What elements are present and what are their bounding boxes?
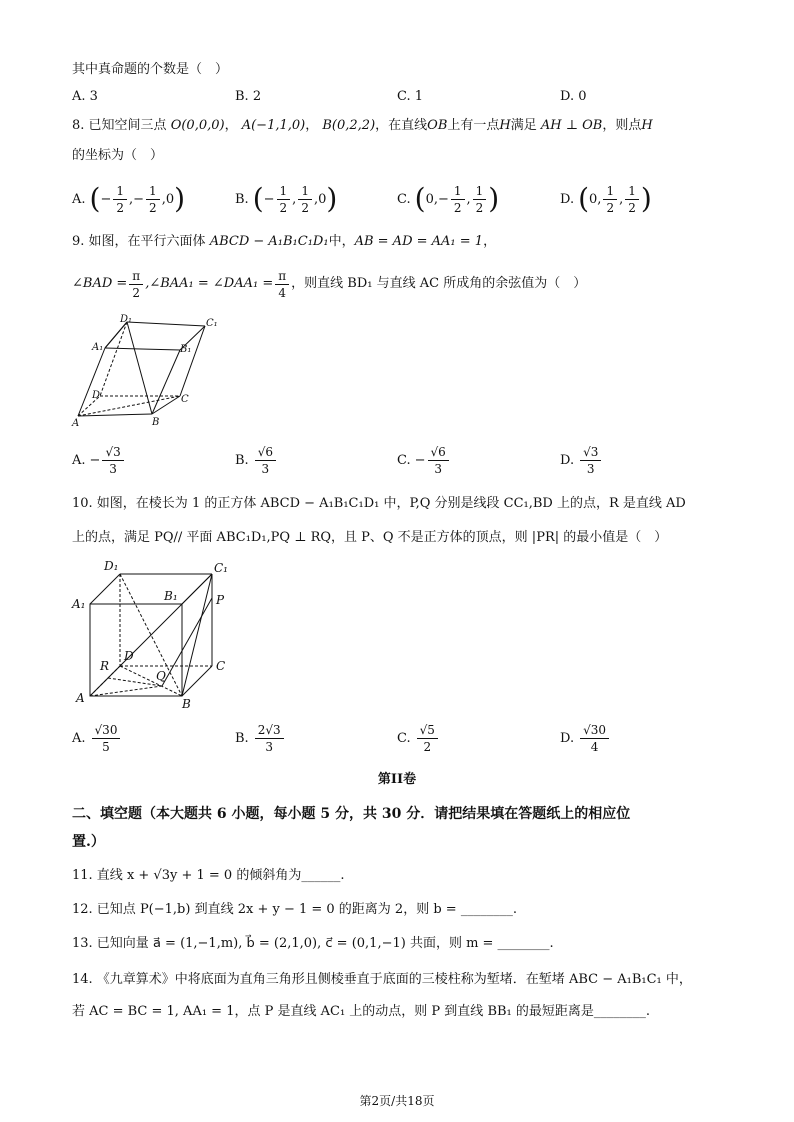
q8-c-p0: 0,− [425,191,449,207]
q8-point-a: A(−1,1,0) [241,118,306,133]
q9-parallelepiped-figure [70,312,230,432]
q8-line1: 8. 已知空间三点 O(0,0,0)， A(−1,1,0)， B(0,2,2)，在直线OB上有一点H满足 AH ⊥ OB，则点H [72,118,653,133]
q9-b-label: B. [235,452,249,468]
q9-label-c: C [181,394,189,405]
q9-intro: 9. 如图，在平行六面体 [72,234,206,249]
q8-text2: 上有一点 [447,118,500,133]
q9-question: ，则直线 BD₁ 与直线 AC 所成角的余弦值为（ ） [291,276,587,291]
q9-d-den: 3 [586,461,595,476]
q10-line2: 上的点，满足 PQ// 平面 ABC₁D₁,PQ ⊥ RQ，且 P、Q 不是正方体的顶点，则 |PR| 的最小值是（ ） [72,530,668,545]
q9-a-frac [102,444,123,477]
q8-b-p6: ,0 [313,191,327,207]
q8-option-c-label: C. [397,191,411,207]
q9-a-sign: − [89,452,101,468]
q14-line2: 若 AC = BC = 1, AA₁ = 1，点 P 是直线 AC₁ 上的动点，则 P 到直线 BB₁ 的最短距离是________. [72,1004,651,1019]
q8-a-p6: ,0 [161,191,175,207]
q9-two: 2 [132,285,141,300]
q10-a-frac [92,722,121,755]
q10-label-d1: D₁ [104,559,119,573]
q8-a-n2: 1 [146,183,160,200]
q8-d-n1: 1 [603,183,617,200]
q9-d-num: √3 [580,444,601,461]
q8-option-a-label: A. [72,191,86,207]
q8-c-frac1 [451,183,465,216]
q8-option-d-label: D. [560,191,575,207]
q8-a-p0: − [100,191,112,207]
q8-b-n1: 1 [277,183,291,200]
q10-label-d: D [124,649,134,663]
part2-title: 第II卷 [377,772,417,787]
q8-option-a: A. ( − $\frac{1}{2}$ ,− $\frac{1}{2}$ ,0 ) [72,182,186,215]
q9-c-label: C. [397,452,411,468]
q10-label-p: P [216,593,225,607]
q10-label-b: B [182,697,191,711]
q8-text3: 满足 [510,118,537,133]
q14-line1: 14. 《九章算术》中将底面为直角三角形且侧棱垂直于底面的三棱柱称为堑堵．在堑堵 ABC − A₁B₁C₁ 中， [72,972,692,987]
page-footer: 第2页/共18页 [359,1094,435,1108]
q10-a-label: A. [72,730,86,746]
q9-text2: ， [483,234,497,249]
q7-option-b: B. 2 [235,88,262,104]
q9-label-d: D [92,390,101,401]
q8-b-d1: 2 [279,200,288,215]
q9-b-frac [255,444,276,477]
q12: 12. 已知点 P(−1,b) 到直线 2x + y − 1 = 0 的距离为 2，则 b = ________. [72,902,517,917]
q8-c-d1: 2 [453,200,462,215]
q10-option-c [397,716,440,760]
q7-option-a: A. 3 [72,88,98,104]
q10-cube-figure [70,556,240,712]
part2-heading-line1: 二、填空题（本大题共 6 小题，每小题 5 分，共 30 分．请把结果填在答题纸上的相应位 [72,806,631,822]
q8-b-frac1 [277,183,291,216]
q10-c-den: 2 [423,739,432,754]
q9-text: 中， [328,234,355,249]
q10-b-frac [255,722,284,755]
q9-label-a: A [72,418,80,429]
q9-frac-pi-2 [129,268,143,301]
q8-c-p3: , [466,191,471,207]
q8-text: ，在直线 [375,118,428,133]
q8-c-n2: 1 [473,183,487,200]
q9-solid: ABCD − A₁B₁C₁D₁ [209,234,329,249]
q8-d-frac2 [625,183,639,216]
q9-c-den: 3 [434,461,442,476]
q8-d-frac1 [603,183,617,216]
q8-line2: 的坐标为（ ） [72,148,164,163]
q8-point-h2: H [641,118,653,133]
q9-label-a1: A₁ [92,342,104,353]
q9-angle-bad: ∠BAD = [72,276,128,291]
q9-d-frac [580,444,601,477]
q10-a-den: 5 [102,739,110,754]
q9-option-a [72,438,126,482]
q8-d-n2: 1 [625,183,639,200]
q9-a-den: 3 [109,461,117,476]
q8-point-o: O(0,0,0) [170,118,225,133]
q9-label-d1: D₁ [120,314,133,325]
q13: 13. 已知向量 a⃗ = (1,−1,m), b⃗ = (2,1,0), c⃗ = (0,1,−1) 共面，则 m = ________. [72,936,554,951]
q8-c-n1: 1 [451,183,465,200]
q8-a-n1: 1 [113,183,127,200]
q7-option-d: D. 0 [560,88,587,104]
q9-option-d [560,438,603,482]
q9-line1 [72,232,496,252]
q10-label-a: A [76,691,85,705]
q10-c-frac [417,722,438,755]
q8-c-d2: 2 [475,200,484,215]
q8-point-b: B(0,2,2) [322,118,376,133]
q9-c-frac [428,444,449,477]
q10-line1: 10. 如图，在棱长为 1 的正方体 ABCD − A₁B₁C₁D₁ 中，P,Q 分别是线段 CC₁,BD 上的点，R 是直线 AD [72,496,686,511]
q7-stem: 其中真命题的个数是（ ） [72,62,229,77]
q7-option-c: C. 1 [397,88,424,104]
q9-label-b1: B₁ [180,344,192,355]
q10-d-den: 4 [590,739,599,754]
q9-four: 4 [278,285,287,300]
q9-pi2: π [275,268,289,285]
q9-label-c1: C₁ [206,318,218,329]
q9-a-label: A. [72,452,86,468]
q9-equation: AB = AD = AA₁ = 1 [354,234,484,249]
q9-c-num: √6 [428,444,449,461]
q8-option-b: B. ( − $\frac{1}{2}$ , $\frac{1}{2}$ ,0 ) [235,182,338,215]
q8-d-d1: 2 [606,200,615,215]
q10-d-label: D. [560,730,575,746]
q8-d-d2: 2 [628,200,636,215]
q10-b-label: B. [235,730,249,746]
q10-option-a [72,716,122,760]
q9-b-num: √6 [255,444,276,461]
q8-b-frac2 [298,183,312,216]
q8-line-ob: OB [427,118,448,133]
q9-label-b: B [152,417,160,428]
q8-a-d2: 2 [149,200,157,215]
q9-option-b [235,438,278,482]
q8-options [72,177,732,221]
q8-text4: ，则点 [602,118,642,133]
q10-label-c1: C₁ [214,561,228,575]
q10-label-b1: B₁ [164,589,178,603]
q8-a-frac2 [146,183,160,216]
q8-a-d1: 2 [116,200,125,215]
q9-frac-pi-4 [275,268,289,301]
q8-intro: 8. 已知空间三点 [72,118,167,133]
q10-d-num: √30 [580,722,609,739]
q8-a-p3: ,− [129,191,145,207]
q9-angle-baa1: ,∠BAA₁ = ∠DAA₁ = [145,276,274,291]
q9-pi: π [129,268,143,285]
q8-b-d2: 2 [301,200,309,215]
q10-c-label: C. [397,730,411,746]
q10-b-num: 2√3 [255,722,284,739]
q8-b-p0: − [263,191,275,207]
q9-options [72,438,732,482]
q9-c-sign: − [414,452,426,468]
q8-option-c: C. ( 0,− $\frac{1}{2}$ , $\frac{1}{2}$ ) [397,182,500,215]
q8-point-h: H [499,118,511,133]
q9-option-c [397,438,451,482]
q8-option-b-label: B. [235,191,249,207]
q10-c-num: √5 [417,722,438,739]
q8-b-n2: 1 [298,183,312,200]
q10-label-r: R [100,659,110,673]
q8-d-p3: , [619,191,624,207]
q10-label-c: C [216,659,226,673]
q9-d-label: D. [560,452,575,468]
q9-line2 [72,266,586,302]
q9-b-den: 3 [261,461,270,476]
q10-b-den: 3 [265,739,273,754]
q10-options [72,716,732,760]
q10-d-frac [580,722,609,755]
q8-c-frac2 [473,183,487,216]
q7-options [72,76,732,116]
q8-b-p3: , [292,191,297,207]
part2-heading-line2: 置.） [72,834,105,850]
q9-a-num: √3 [102,444,123,461]
q8-d-p0: 0, [589,191,602,207]
q10-label-a1: A₁ [72,597,86,611]
q10-option-d [560,716,611,760]
q8-option-d: D. ( 0, $\frac{1}{2}$ , $\frac{1}{2}$ ) [560,182,652,215]
q10-option-b [235,716,286,760]
q11: 11. 直线 x + √3y + 1 = 0 的倾斜角为______. [72,868,345,883]
q8-a-frac1 [113,183,127,216]
q8-condition: AH ⊥ OB [540,118,603,133]
q10-label-q: Q [156,669,166,683]
q10-a-num: √30 [92,722,121,739]
